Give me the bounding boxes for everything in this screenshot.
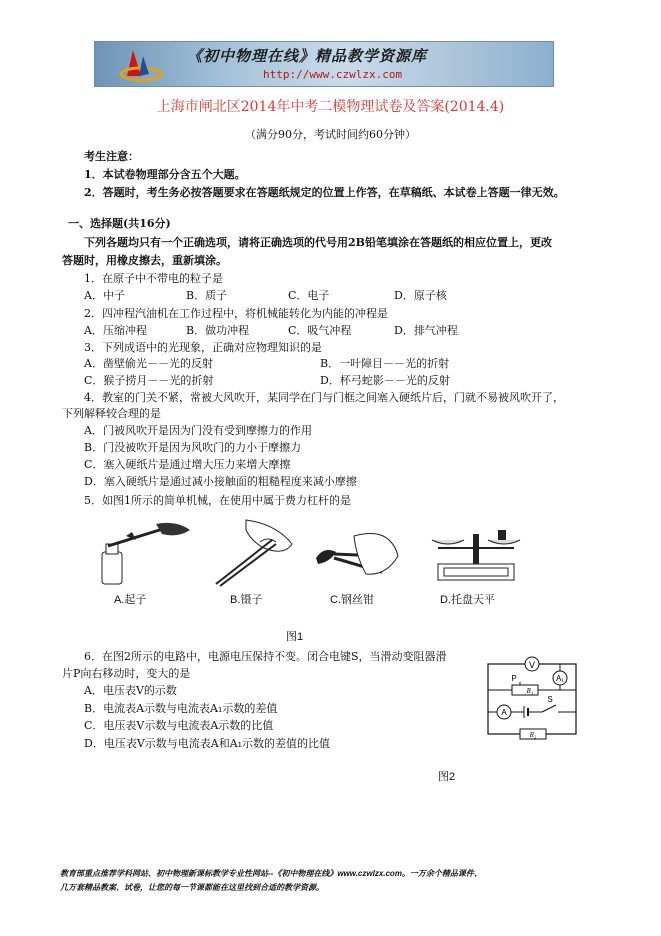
figure-option-b: B.镊子	[230, 594, 263, 606]
option-a: A．电压表V的示数	[84, 684, 177, 697]
option-c: C．猴子捞月－－光的折射	[84, 374, 214, 387]
question-stem: 5．如图1所示的简单机械，在使用中属于费力杠杆的是	[84, 494, 351, 507]
voltmeter-label: V	[528, 660, 536, 670]
footer-line: 教育部重点推荐学科网站、初中物理新课标教学专业性网站--《初中物理在线》www.czwlzx.com。一万余个精品课件、	[60, 869, 482, 878]
balance-figure	[428, 518, 524, 586]
question-stem: 6．在图2所示的电路中，电源电压保持不变。闭合电键S，当滑动变阻器滑	[84, 650, 447, 663]
option-b: B．质子	[186, 289, 228, 302]
site-logo-icon	[113, 46, 163, 84]
site-banner	[94, 41, 554, 87]
notice-item: 1．本试卷物理部分含五个大题。	[84, 168, 246, 181]
r2-label: R₂	[529, 731, 537, 739]
section-heading: 一、选择题(共16分)	[68, 217, 171, 230]
option-c: C．塞入硬纸片是通过增大压力来增大摩擦	[84, 458, 291, 471]
option-b: B．做功冲程	[186, 324, 250, 337]
banner-title: 《初中物理在线》精品教学资源库	[187, 47, 428, 65]
option-c: C．电压表V示数与电流表A示数的比值	[84, 719, 274, 732]
notice-heading: 考生注意：	[84, 150, 139, 163]
footer	[60, 867, 605, 895]
option-d: D．电压表V示数与电流表A和A₁示数的差值的比值	[84, 737, 331, 750]
banner-url[interactable]: http://www.czwlzx.com	[263, 68, 403, 81]
notice-item: 2．答题时，考生务必按答题要求在答题纸规定的位置上作答，在草稿纸、本试卷上答题一律无效。	[84, 186, 565, 199]
option-a: A．压缩冲程	[84, 324, 147, 337]
section-instruction: 答题时，用橡皮擦去，重新填涂。	[62, 254, 227, 267]
slider-label: P	[511, 674, 517, 683]
figure-caption: 图1	[286, 631, 304, 643]
question-stem: 2．四冲程汽油机在工作过程中，将机械能转化为内能的冲程是	[84, 307, 388, 320]
switch-label: S	[547, 695, 553, 704]
page-subtitle: （满分90分，考试时间约60分钟）	[245, 128, 416, 141]
figure-option-d: D.托盘天平	[440, 594, 495, 606]
option-a: A．门被风吹开是因为门没有受到摩擦力的作用	[84, 424, 312, 437]
option-b: B．一叶障目－－光的折射	[320, 357, 450, 370]
option-a: A．凿壁偷光－－光的反射	[84, 357, 213, 370]
option-d: D．排气冲程	[394, 324, 458, 337]
option-d: D．原子核	[394, 289, 447, 302]
question-stem: 4．教室的门关不紧，常被大风吹开，某同学在门与门框之间塞入硬纸片后，门就不易被风吹开了，	[84, 391, 564, 404]
question-stem: 1．在原子中不带电的粒子是	[84, 272, 223, 285]
option-b: B．电流表A示数与电流表A₁示数的差值	[84, 702, 278, 715]
option-b: B．门没被吹开是因为风吹门的力小于摩擦力	[84, 441, 302, 454]
option-a: A．中子	[84, 289, 125, 302]
question-stem: 片P向右移动时，变大的是	[62, 667, 191, 680]
section-instruction: 下列各题均只有一个正确选项，请将正确选项的代号用2B铅笔填涂在答题纸的相应位置上，更改	[84, 236, 552, 249]
option-c: C．电子	[288, 289, 330, 302]
question-stem: 3．下列成语中的光现象，正确对应物理知识的是	[84, 341, 322, 354]
option-d: D．塞入硬纸片是通过减小接触面的粗糙程度来减小摩擦	[84, 475, 357, 488]
tweezers-figure	[206, 516, 298, 590]
bottle-opener-figure	[96, 518, 196, 588]
r1-label: R₁	[526, 687, 534, 695]
wire-cutter-figure	[310, 516, 402, 590]
option-d: D．杯弓蛇影－－光的反射	[320, 374, 450, 387]
ammeter-a-label: A	[501, 708, 507, 717]
question-stem: 下列解释较合理的是	[62, 407, 161, 420]
circuit-diagram	[484, 650, 586, 742]
figure-option-c: C.钢丝钳	[330, 594, 374, 606]
page-title: 上海市闸北区2014年中考二模物理试卷及答案(2014.4)	[156, 99, 505, 115]
ammeter-a1-label: A₁	[555, 674, 565, 683]
figure-option-a: A.起子	[114, 594, 147, 606]
footer-line: 几万套精品教案、试卷，让您的每一节课都能在这里找到合适的教学资源。	[60, 883, 324, 892]
figure-caption: 图2	[438, 771, 456, 783]
option-c: C．吸气冲程	[288, 324, 352, 337]
